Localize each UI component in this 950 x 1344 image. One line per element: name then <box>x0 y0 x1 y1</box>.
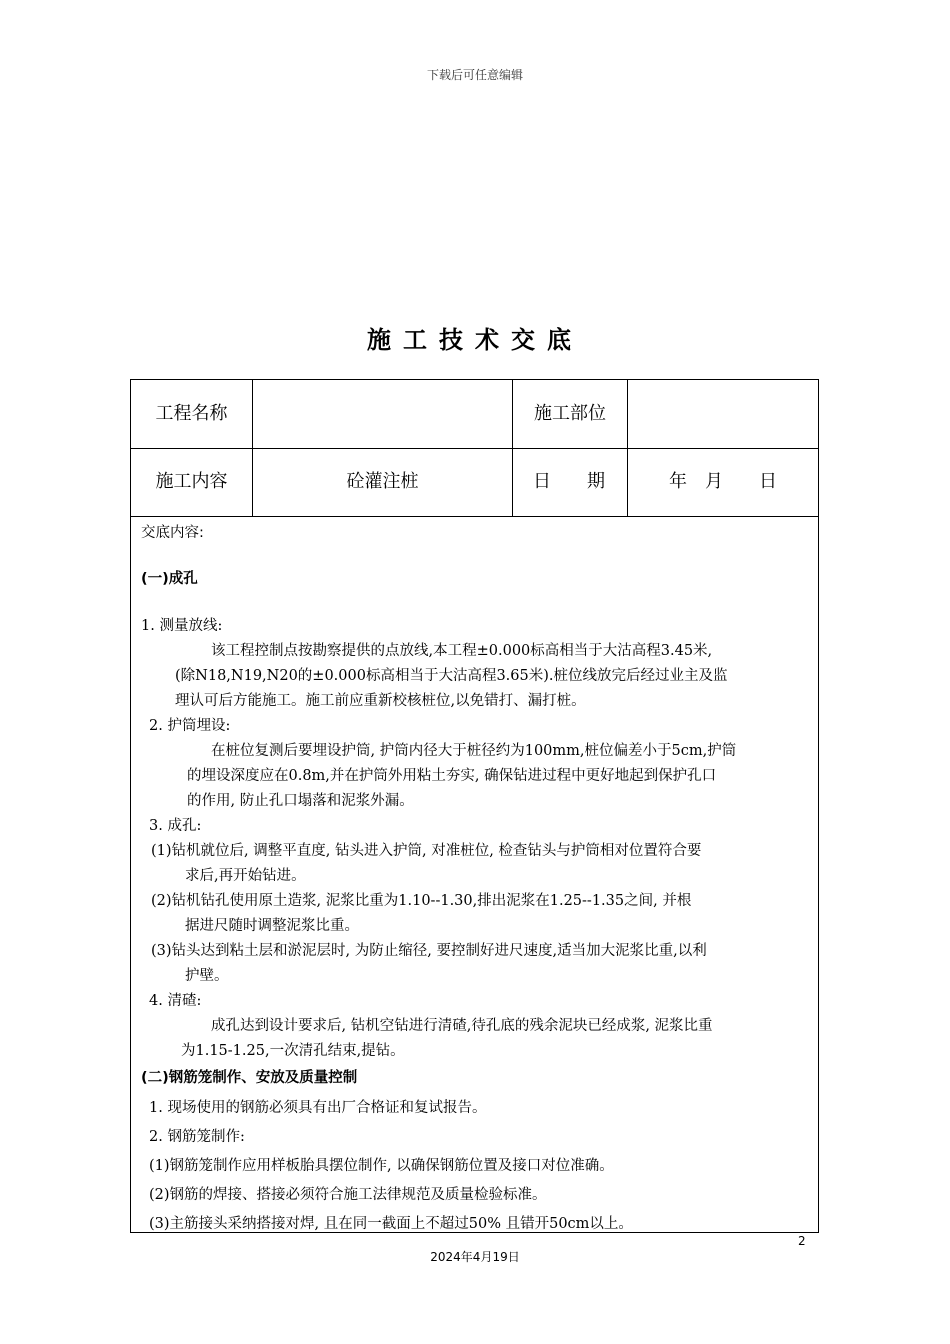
form-row-content <box>131 448 818 517</box>
paragraph-line: 理认可后方能施工。施工前应重新校核桩位,以免错打、漏打桩。 <box>175 693 586 709</box>
list-item: 1. 现场使用的钢筋必须具有出厂合格证和复试报告。 <box>149 1100 487 1116</box>
paragraph-line: 该工程控制点按勘察提供的点放线,本工程±0.000标高相当于大沽高程3.45米, <box>211 643 713 659</box>
disclosure-form <box>130 379 819 1233</box>
item-title: 3. 成孔: <box>149 818 202 834</box>
paragraph-line: 的埋设深度应在0.8m,并在护筒外用粘土夯实, 确保钻进过程中更好地起到保护孔口 <box>187 768 717 784</box>
construction-content-label: 施工内容 <box>131 448 253 516</box>
item-title: 1. 测量放线: <box>141 618 223 634</box>
paragraph-line: 求后,再开始钻进。 <box>185 868 306 884</box>
section-1-title: (一)成孔 <box>141 571 198 587</box>
paragraph-line: (3)钻头达到粘土层和淤泥层时, 为防止缩径, 要控制好进尺速度,适当加大泥浆比重,以利 <box>151 943 707 959</box>
paragraph-line: 据进尺随时调整泥浆比重。 <box>185 918 359 934</box>
paragraph-line: (除N18,N19,N20的±0.000标高相当于大沽高程3.65米).桩位线放完后经过业主及监 <box>175 668 728 684</box>
page-header-note: 下载后可任意编辑 <box>426 68 523 82</box>
paragraph-line: (2)钻机钻孔使用原土造浆, 泥浆比重为1.10--1.30,排出泥浆在1.25--1.35之间, 并根 <box>151 893 692 909</box>
project-name-value <box>253 380 513 448</box>
paragraph-line: (1)钻机就位后, 调整平直度, 钻头进入护筒, 对准桩位, 检查钻头与护筒相对位置符合要 <box>151 843 702 859</box>
date-label: 日 期 <box>513 448 628 516</box>
construction-content-value: 砼灌注桩 <box>253 448 513 516</box>
project-name-label: 工程名称 <box>131 380 253 448</box>
date-value: 年 月 日 <box>669 471 777 492</box>
item-title: 4. 清碴: <box>149 993 202 1009</box>
item-title: 2. 护筒埋设: <box>149 718 231 734</box>
intro-text: 交底内容: <box>141 525 204 541</box>
paragraph-line: 在桩位复测后要埋设护筒, 护筒内径大于桩径约为100mm,桩位偏差小于5cm,护筒 <box>211 743 737 759</box>
paragraph-line: 护壁。 <box>185 968 229 984</box>
section-2-title: (二)钢筋笼制作、安放及质量控制 <box>141 1070 358 1086</box>
paragraph-line: 成孔达到设计要求后, 钻机空钻进行清碴,待孔底的残余泥块已经成浆, 泥浆比重 <box>211 1018 713 1034</box>
page-number: 2 <box>798 1234 806 1248</box>
list-item: (3)主筋接头采纳搭接对焊, 且在同一截面上不超过50% 且错开50cm以上。 <box>149 1216 633 1232</box>
list-item: (2)钢筋的焊接、搭接必须符合施工法律规范及质量检验标准。 <box>149 1187 547 1203</box>
list-item: 2. 钢筋笼制作: <box>149 1129 245 1145</box>
paragraph-line: 的作用, 防止孔口塌落和泥浆外漏。 <box>187 793 414 809</box>
list-item: (1)钢筋笼制作应用样板胎具摆位制作, 以确保钢筋位置及接口对位准确。 <box>149 1158 614 1174</box>
document-title: 施工技术交底 <box>367 325 583 354</box>
footer-date: 2024年4月19日 <box>430 1250 520 1264</box>
construction-part-label: 施工部位 <box>513 380 628 448</box>
paragraph-line: 为1.15-1.25,一次清孔结束,提钻。 <box>181 1043 405 1059</box>
construction-part-value <box>628 380 818 448</box>
form-row-project <box>131 380 818 449</box>
